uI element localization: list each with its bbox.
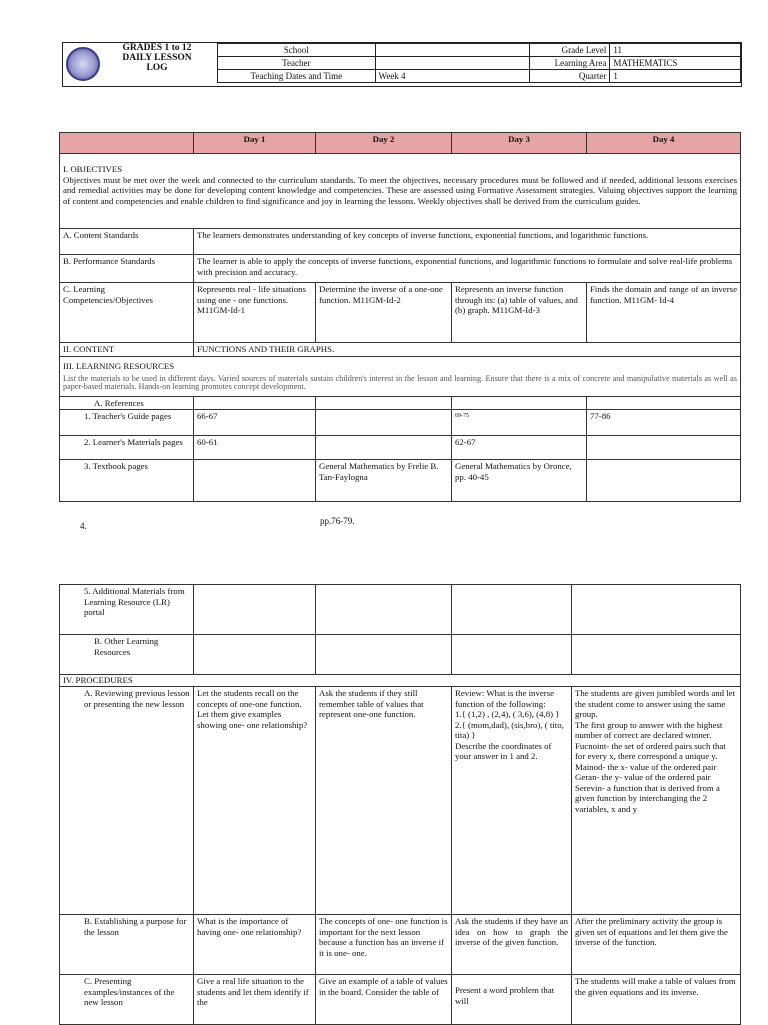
- day-1-header: Day 1: [194, 133, 316, 154]
- competency-day4: Finds the domain and range of an inverse function. M11GM- Id-4: [587, 283, 741, 343]
- resources-heading: III. LEARNING RESOURCES: [63, 360, 175, 371]
- or-day2: [316, 635, 452, 675]
- tb-day1: [194, 460, 316, 502]
- teacher-value: [375, 57, 530, 70]
- objectives-heading: I. OBJECTIVES: [63, 164, 123, 174]
- content-standards-label: A. Content Standards: [60, 229, 194, 255]
- am-day2: [316, 585, 452, 635]
- content-heading: II. CONTENT: [60, 343, 194, 357]
- proc-b-day2: The concepts of one- one function is important for the next lesson because a function has an inverse if it is one- one.: [316, 915, 452, 975]
- or-day4: [572, 635, 741, 675]
- quarter-value: 1: [610, 70, 741, 83]
- other-resources-label: B. Other Learning Resources: [60, 635, 194, 675]
- proc-a-label: A. Reviewing previous lesson or presenting the new lesson: [60, 687, 194, 915]
- objectives-text: Objectives must be met over the week and connected to the curriculum standards. To meet the objectives, necessary procedures must be followed and if needed, additional lessons exercises and remedial activities may be done for developing content knowledge and competencies. These are assessed using Formative Assessment strategies. Valuing objectives support the learning of content and competencies and enable children to find significance and joy in learning the lessons. Weekly objectives shall be derived from the curriculum guides.: [63, 174, 737, 206]
- dll-table-part2: [59, 584, 741, 1025]
- tg-day4: 77-86: [587, 410, 741, 436]
- tb-day2: General Mathematics by Frelie B. Tan-Faylogna: [316, 460, 452, 502]
- proc-c-day1: Give a real life situation to the students and let them identify if the: [194, 975, 316, 1025]
- school-value: [375, 44, 530, 57]
- meta-table: [217, 43, 741, 83]
- tg-day3: 69-75: [452, 410, 587, 436]
- references-label: A. References: [60, 396, 194, 410]
- title-line-1: GRADES 1 to 12: [122, 43, 192, 53]
- quarter-label: Quarter: [530, 70, 610, 83]
- teachers-guide-label: 1. Teacher's Guide pages: [60, 410, 194, 436]
- ref-day3: [452, 396, 587, 410]
- resources-note: List the materials to be used in different days. Varied sources of materials sustain children's interest in the lesson and learning. Ensure that there is a mix of concrete and manipulative materials as well as paper-based materials. Hands-on learning promotes concept development.: [63, 374, 737, 391]
- pages-note: pp.76-79.: [320, 516, 355, 526]
- learners-materials-label: 2. Learner's Materials pages: [60, 436, 194, 460]
- performance-standards-label: B. Performance Standards: [60, 255, 194, 283]
- deped-seal-icon: [66, 47, 100, 81]
- or-day3: [452, 635, 572, 675]
- grade-label: Grade Level: [530, 44, 610, 57]
- competency-day2: Determine the inverse of a one-one function. M11GM-Id-2: [316, 283, 452, 343]
- am-day3: [452, 585, 572, 635]
- proc-b-day1: What is the importance of having one- one relationship?: [194, 915, 316, 975]
- proc-a-day4: The students are given jumbled words and let the student come to answer using the same group. The first group to answer with the highest number of correct are declared winner. Fucnoint- the set of ordered pairs such that for every x, there correspond a unique y. Mainod- the x- value of the ordered pair Geran- the y- value of the ordered pair Serevin- a function that is derived from a given function by interchanging the 2 variables, x and y: [572, 687, 741, 915]
- procedures-heading: IV. PROCEDURES: [60, 675, 741, 687]
- dates-value: Week 4: [375, 70, 530, 83]
- content-standards-text: The learners demonstrates understanding of key concepts of inverse functions, exponential functions, and logarithmic functions.: [194, 229, 741, 255]
- proc-a-day1: Let the students recall on the concepts of one-one function. Let them give examples showing one- one relationship?: [194, 687, 316, 915]
- header-block: [62, 42, 742, 87]
- or-day1: [194, 635, 316, 675]
- proc-b-day4: After the preliminary activity the group is given set of equations and let them give the inverse of the function.: [572, 915, 741, 975]
- ref-day2: [316, 396, 452, 410]
- performance-standards-text: The learner is able to apply the concepts of inverse functions, exponential functions, and logarithmic functions to formulate and solve real-life problems with precision and accuracy.: [194, 255, 741, 283]
- proc-c-day2: Give an example of a table of values in the board. Consider the table of: [316, 975, 452, 1025]
- textbook-label: 3. Textbook pages: [60, 460, 194, 502]
- tb-day3: General Mathematics by Oronce, pp. 40-45: [452, 460, 587, 502]
- title-line-3: LOG: [146, 63, 168, 73]
- proc-b-day3: Ask the students if they have an idea on how to graph the inverse of the given function.: [452, 915, 572, 975]
- am-day4: [572, 585, 741, 635]
- competency-day1: Represents real - life situations using one - one functions. M11GM-Id-1: [194, 283, 316, 343]
- school-label: School: [218, 44, 376, 57]
- proc-c-day4: The students will make a table of values from the given equations and its inverse.: [572, 975, 741, 1025]
- am-day1: [194, 585, 316, 635]
- lm-day2: [316, 436, 452, 460]
- tg-day2: [316, 410, 452, 436]
- day-header-blank: [60, 133, 194, 154]
- lm-day3: 62-67: [452, 436, 587, 460]
- proc-a-day3: Review: What is the inverse function of the following: 1.{ (1,2) , (2,4), ( 3,6), (4,8) } 2.{ (mom,dad), (sis,bro), ( tito, tita) } Describe the coordinates of your answer in 1 and 2.: [452, 687, 572, 915]
- day-header-row: [60, 133, 741, 154]
- ref-day4: [587, 396, 741, 410]
- proc-b-label: B. Establishing a purpose for the lesson: [60, 915, 194, 975]
- competency-day3: Represents an inverse function through its: (a) table of values, and (b) graph. M11GM-Id-3: [452, 283, 587, 343]
- additional-materials-label: 5. Additional Materials from Learning Resource (LR) portal: [60, 585, 194, 635]
- lm-day4: [587, 436, 741, 460]
- proc-c-label: C. Presenting examples/instances of the new lesson: [60, 975, 194, 1025]
- resources-cell: [60, 356, 741, 396]
- tg-day1: 66-67: [194, 410, 316, 436]
- ref-day1: [194, 396, 316, 410]
- day-4-header: Day 4: [587, 133, 741, 154]
- proc-a-day2: Ask the students if they still remember table of values that represent one-one function.: [316, 687, 452, 915]
- day-2-header: Day 2: [316, 133, 452, 154]
- area-value: MATHEMATICS: [610, 57, 741, 70]
- grade-value: 11: [610, 44, 741, 57]
- day-3-header: Day 3: [452, 133, 587, 154]
- lm-day1: 60-61: [194, 436, 316, 460]
- tb-day4: [587, 460, 741, 502]
- item-4-label: 4.: [80, 521, 87, 531]
- area-label: Learning Area: [530, 57, 610, 70]
- dll-table-part1: [59, 132, 741, 502]
- competencies-label: C. Learning Competencies/Objectives: [60, 283, 194, 343]
- teacher-label: Teacher: [218, 57, 376, 70]
- content-text: FUNCTIONS AND THEIR GRAPHS.: [194, 343, 741, 357]
- dates-label: Teaching Dates and Time: [218, 70, 376, 83]
- title-line-2: DAILY LESSON: [122, 53, 192, 63]
- objectives-cell: [60, 154, 741, 229]
- dll-title: [97, 43, 217, 73]
- proc-c-day3: Present a word problem that will: [452, 975, 572, 1025]
